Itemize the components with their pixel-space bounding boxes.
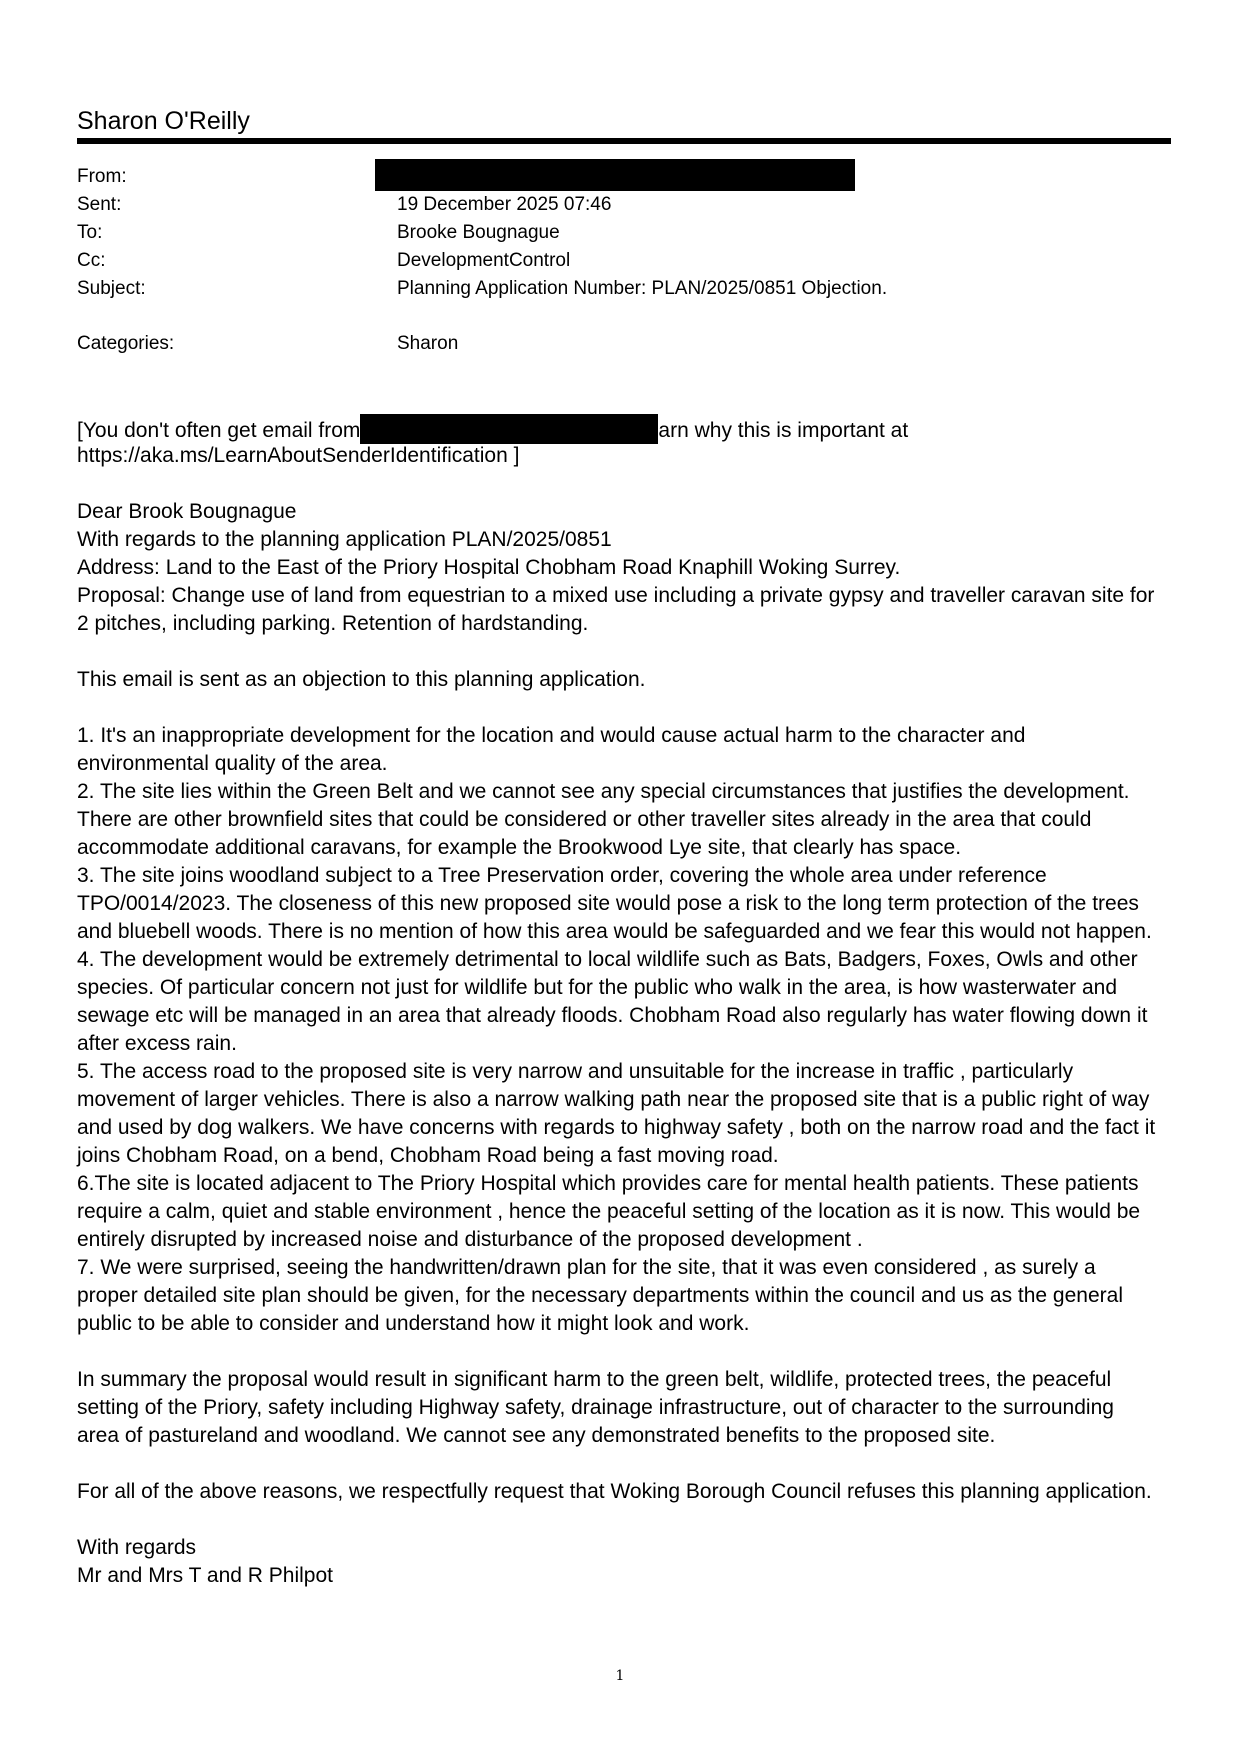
from-label: From: [77, 166, 127, 187]
subject-row [77, 275, 1171, 303]
header-divider [77, 138, 1171, 144]
objection-point-line: 4. The development would be extremely detrimental to local wildlife such as Bats, Badgers, Foxes, Owls and other [77, 948, 1138, 971]
objection-point-line: 1. It's an inappropriate development for the location and would cause actual harm to the character and [77, 724, 1026, 747]
to-label: To: [77, 222, 103, 243]
objection-point-line: 2. The site lies within the Green Belt and we cannot see any special circumstances that justifies the development. [77, 780, 1130, 803]
sender-notice-line-2: https://aka.ms/LearnAboutSenderIdentification ] [77, 444, 520, 467]
cc-value: DevelopmentControl [397, 250, 571, 271]
objection-point-line: 7. We were surprised, seeing the handwritten/drawn plan for the site, that it was even considered , as surely a [77, 1256, 1096, 1279]
summary-line: setting of the Priory, safety including Highway safety, drainage infrastructure, out of character to the surrounding [77, 1396, 1114, 1419]
sender-notice-text-before: [You don't often get email from [77, 419, 361, 442]
spacer [77, 470, 1182, 498]
salutation: Dear Brook Bougnague [77, 500, 297, 523]
to-value: Brooke Bougnague [397, 222, 560, 243]
objection-point-line: movement of larger vehicles. There is also a narrow walking path near the proposed site that is a public right of way [77, 1088, 1150, 1111]
objection-point-line: public to be able to consider and understand how it might look and work. [77, 1312, 750, 1335]
sender-notice-text-after: arn why this is important at [658, 419, 909, 442]
spacer [77, 1338, 1182, 1366]
spacer [77, 694, 1182, 722]
objection-intro: This email is sent as an objection to this planning application. [77, 668, 646, 691]
email-header [77, 163, 1171, 358]
sent-label: Sent: [77, 194, 122, 215]
signoff: With regards [77, 1536, 197, 1559]
objection-point-line: and bluebell woods. There is no mention of how this area would be safeguarded and we fear this would not happen. [77, 920, 1152, 943]
email-body [77, 414, 1182, 1590]
objection-point-line: after excess rain. [77, 1032, 237, 1055]
categories-row [77, 330, 1171, 358]
spacer [77, 1506, 1182, 1534]
spacer [77, 1450, 1182, 1478]
objection-point-line: entirely disrupted by increased noise and disturbance of the proposed development . [77, 1228, 863, 1251]
categories-value: Sharon [397, 333, 459, 354]
objection-point-line: species. Of particular concern not just for wildlife but for the public who walk in the area, is how wasterwater and [77, 976, 1118, 999]
redacted-sender-inline [360, 414, 658, 444]
signature-name: Mr and Mrs T and R Philpot [77, 1564, 333, 1587]
objection-point-line: sewage etc will be managed in an area that already floods. Chobham Road also regularly has water flowing down it [77, 1004, 1148, 1027]
sent-row [77, 191, 1171, 219]
categories-label: Categories: [77, 333, 175, 354]
objection-point-line: joins Chobham Road, on a bend, Chobham Road being a fast moving road. [77, 1144, 779, 1167]
redacted-sender-address [375, 159, 855, 191]
page-number: 1 [615, 1668, 625, 1684]
objection-point-line: 3. The site joins woodland subject to a Tree Preservation order, covering the whole area under reference [77, 864, 1047, 887]
cc-row [77, 247, 1171, 275]
proposal-line: 2 pitches, including parking. Retention of hardstanding. [77, 612, 589, 635]
objection-point-line: require a calm, quiet and stable environment , hence the peaceful setting of the location as it is now. This would be [77, 1200, 1141, 1223]
objection-point-line: and used by dog walkers. We have concerns with regards to highway safety , both on the narrow road and the fact it [77, 1116, 1156, 1139]
address-line: Address: Land to the East of the Priory Hospital Chobham Road Knaphill Woking Surrey. [77, 556, 901, 579]
subject-label: Subject: [77, 278, 146, 299]
summary-line: In summary the proposal would result in significant harm to the green belt, wildlife, protected trees, the peaceful [77, 1368, 1112, 1391]
objection-point-line: 5. The access road to the proposed site is very narrow and unsuitable for the increase in traffic , particularly [77, 1060, 1074, 1083]
objection-point-line: 6.The site is located adjacent to The Priory Hospital which provides care for mental health patients. These patients [77, 1172, 1139, 1195]
objection-point-line: proper detailed site plan should be given, for the necessary departments within the council and us as the general [77, 1284, 1123, 1307]
proposal-line: Proposal: Change use of land from equestrian to a mixed use including a private gypsy and traveller caravan site for [77, 584, 1155, 607]
mailbox-owner-name: Sharon O'Reilly [77, 107, 250, 135]
cc-label: Cc: [77, 250, 106, 271]
subject-value: Planning Application Number: PLAN/2025/0851 Objection. [397, 278, 888, 299]
summary-line: area of pastureland and woodland. We cannot see any demonstrated benefits to the proposed site. [77, 1424, 996, 1447]
sender-notice-line-1 [77, 414, 1182, 442]
objection-point-line: accommodate additional caravans, for example the Brookwood Lye site, that clearly has space. [77, 836, 962, 859]
spacer [77, 638, 1182, 666]
to-row [77, 219, 1171, 247]
from-row [77, 163, 1171, 191]
objection-point-line: There are other brownfield sites that could be considered or other traveller sites already in the area that could [77, 808, 1092, 831]
refusal-request: For all of the above reasons, we respectfully request that Woking Borough Council refuses this planning application. [77, 1480, 1152, 1503]
objection-point-line: environmental quality of the area. [77, 752, 388, 775]
regards-line: With regards to the planning application PLAN/2025/0851 [77, 528, 612, 551]
objection-point-line: TPO/0014/2023. The closeness of this new proposed site would pose a risk to the long term protection of the trees [77, 892, 1139, 915]
sent-value: 19 December 2025 07:46 [397, 194, 612, 215]
